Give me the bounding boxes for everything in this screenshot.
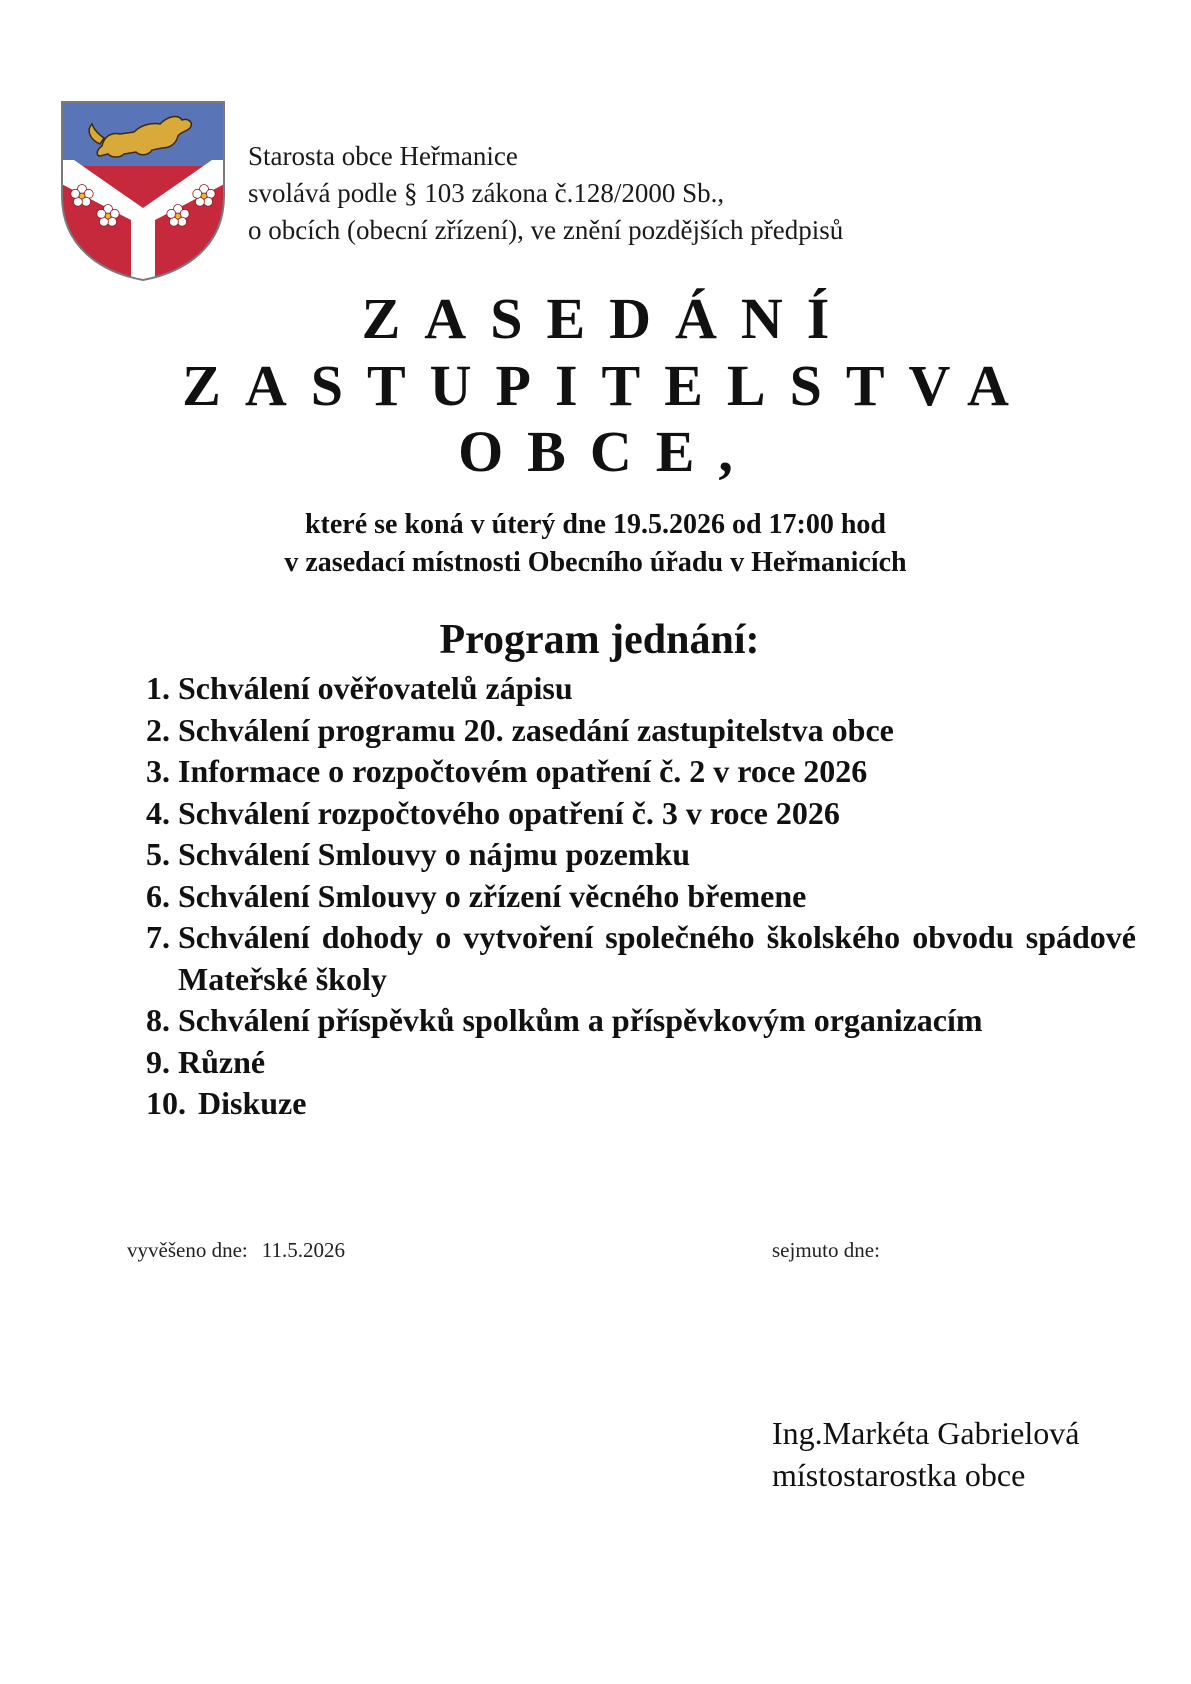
meeting-details [0,506,1191,582]
agenda-item-text: Schválení programu 20. zasedání zastupitelstva obce [178,711,894,748]
agenda-item-number: 4. [146,794,170,831]
agenda-item [146,710,1136,752]
agenda-item-text: Schválení Smlouvy o nájmu pozemku [178,836,691,872]
agenda-item [146,1042,1136,1084]
agenda-list [146,668,1136,1125]
program-title: Program jednání: [439,617,760,663]
removed-on [772,1238,880,1263]
intro-line-law: svolává podle § 103 zákona č.128/2000 Sb., [248,178,725,208]
signature-block [772,1412,1079,1496]
agenda-item-text: Diskuze [198,1085,307,1121]
agenda-item-text: Schválení příspěvků spolkům a příspěvkovým organizacím [178,1002,983,1038]
agenda-item-text: Schválení ověřovatelů zápisu [178,670,573,706]
agenda-item-text: Informace o rozpočtovém opatření č. 2 v roce 2026 [178,753,868,789]
agenda-item [146,876,1136,918]
headline-line-3: OBCE, [458,419,757,484]
agenda-item-text: Schválení Smlouvy o zřízení věcného břemene [178,877,807,914]
posted-label: vyvěšeno dne: [127,1238,248,1262]
signatory-role: místostarostka obce [772,1457,1026,1493]
coat-of-arms-icon [60,100,226,282]
agenda-item-number: 8. [146,1002,170,1038]
meeting-date-time: které se koná v úterý dne 19.5.2026 od 17:00 hod [304,509,886,540]
agenda-item [146,751,1136,793]
intro-line-act: o obcích (obecní zřízení), ve znění pozdějších předpisů [248,215,844,245]
headline-line-2: ZASTUPITELSTVA [182,353,1033,418]
agenda-item-number: 6. [146,877,170,914]
agenda-item [146,793,1136,835]
agenda-item-number: 10. [146,1085,186,1121]
agenda-item-number: 9. [146,1043,170,1080]
posted-on [127,1238,345,1263]
agenda-item [146,917,1136,1000]
posted-date: 11.5.2026 [261,1238,345,1262]
convening-statement [248,138,843,249]
agenda-item-text: Schválení dohody o vytvoření společného školského obvodu spádové Mateřské školy [178,919,1136,997]
headline-line-1: ZASEDÁNÍ [361,286,854,351]
agenda-item-number: 3. [146,753,170,789]
agenda-item-number: 5. [146,836,170,872]
meeting-location: v zasedací místnosti Obecního úřadu v Heřmanicích [284,547,907,578]
agenda-item [146,668,1136,710]
agenda-item-text: Schválení rozpočtového opatření č. 3 v roce 2026 [178,794,840,831]
removed-label: sejmuto dne: [772,1238,880,1262]
agenda-item [146,834,1136,876]
intro-line-mayor: Starosta obce Heřmanice [248,141,518,171]
agenda-item-text: Různé [178,1043,266,1080]
signatory-name: Ing.Markéta Gabrielová [772,1415,1080,1451]
agenda-item [146,1083,1136,1125]
agenda-item [146,1000,1136,1042]
agenda-item-number: 7. [146,919,170,955]
agenda-item-number: 2. [146,711,170,748]
agenda-item-number: 1. [146,670,170,706]
